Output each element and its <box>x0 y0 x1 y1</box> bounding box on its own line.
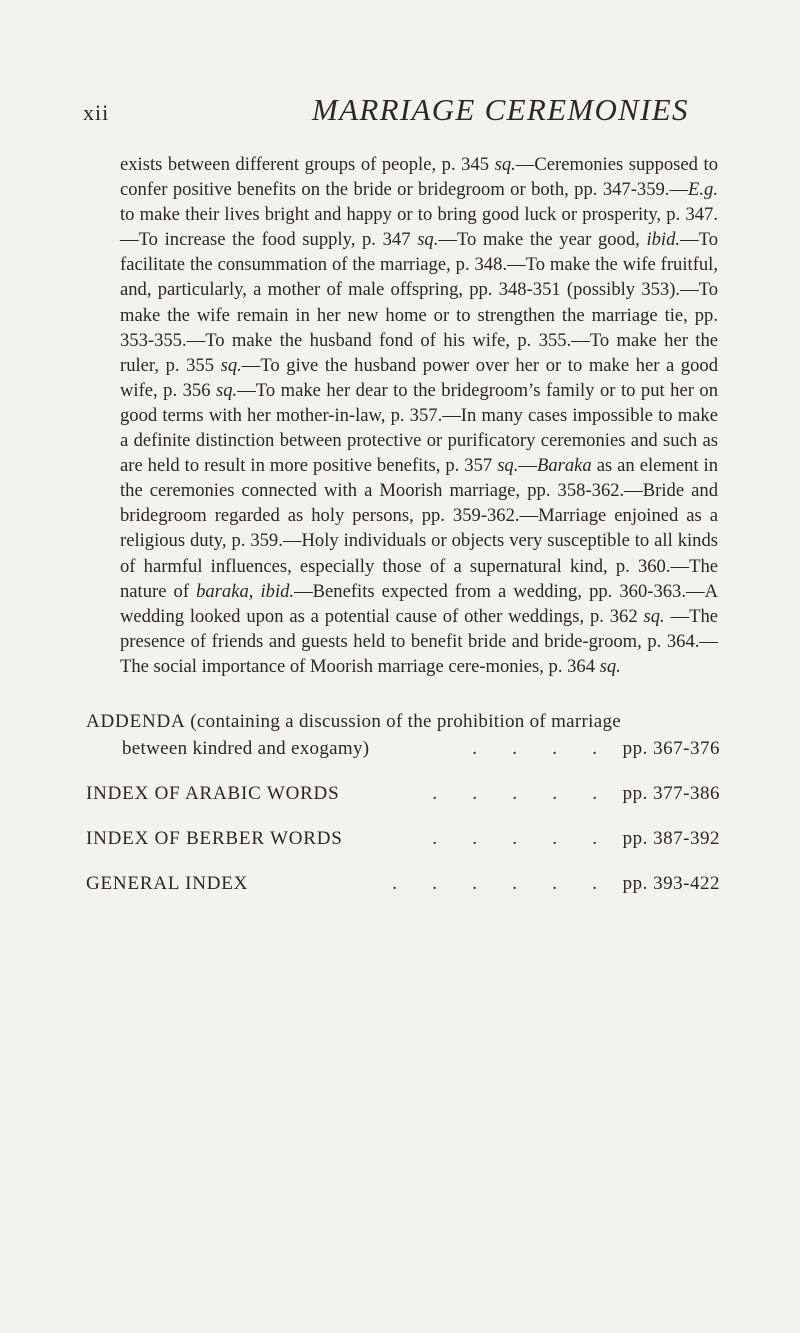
italic-run: baraka <box>196 580 249 602</box>
text-run: — <box>518 455 537 477</box>
toc-entry-title: INDEX OF BERBER WORDS <box>86 828 343 849</box>
text-run: —Ceremonies supposed to confer positive benefits on the bride or bridegroom or both, pp. 347-359.— <box>120 154 718 201</box>
text-run: —To facilitate the consummation of the marriage, p. 348.—To make the wife fruitful, and, particularly, a mother of male offspring, pp. 348-351 (possibly 353).—To make the wife remain in her new home or to strengthen the marriage tie, pp. 353-355.—To make the husband fond of his wife, p. 355.—To make her the ruler, p. 355 <box>120 229 718 376</box>
italic-run: sq. <box>494 154 516 175</box>
text-run: to make their lives bright and happy or to bring good luck or prosperity, p. 347.—To increase the food supply, p. 347 <box>120 204 718 251</box>
italic-run: sq. <box>599 655 621 677</box>
dot-leaders: . . . . . <box>432 828 598 849</box>
italic-run: ibid. <box>646 229 681 251</box>
text-run: —To make the year good, <box>438 229 647 251</box>
text-run: —Benefits expected from a wedding, pp. 360-363.—A wedding looked upon as a potential cause of other weddings, p. 362 <box>120 580 719 627</box>
running-head: MARRIAGE CEREMONIES <box>312 92 689 127</box>
toc-addenda-description-continued: between kindred and exogamy) <box>122 738 370 759</box>
table-of-contents <box>86 711 720 900</box>
text-run: —The presence of friends and guests held to benefit bride and bride-groom, p. 364.—The social importance of Moorish marriage cere-monies, p. 364 <box>120 605 718 677</box>
italic-run: sq. <box>497 455 519 477</box>
toc-entry-title: GENERAL INDEX <box>86 873 249 894</box>
page-number: xii <box>83 100 110 125</box>
text-run: , <box>248 580 261 602</box>
toc-entry-pages: pp. 377-386 <box>622 783 720 804</box>
italic-run: sq. <box>220 354 242 376</box>
toc-entry-pages: pp. 393-422 <box>622 873 720 894</box>
italic-run: sq. <box>216 379 238 401</box>
italic-run: sq. <box>417 229 439 251</box>
toc-entry-general-index[interactable] <box>86 873 720 900</box>
toc-addenda-pages: pp. 367-376 <box>622 738 720 759</box>
italic-run: E.g. <box>688 179 718 201</box>
italic-run: sq. <box>643 605 665 627</box>
dot-leaders: . . . . . . <box>392 873 598 894</box>
text-run: as an element in the ceremonies connected with a Moorish marriage, pp. 358-362.—Bride and bridegroom regarded as holy persons, pp. 359-362.—Marriage enjoined as a religious duty, p. 359.—Holy individuals or objects very susceptible to all kinds of harmful influences, especially those of a supernatural kind, p. 360.—The nature of <box>120 455 718 602</box>
italic-run: Baraka <box>536 455 592 477</box>
toc-entry-pages: pp. 387-392 <box>622 828 720 849</box>
toc-addenda-description: (containing a discussion of the prohibition of marriage <box>190 711 622 732</box>
toc-addenda-title: ADDENDA <box>86 711 186 732</box>
toc-entry-berber-index[interactable] <box>86 828 720 855</box>
text-run: —To give the husband power over her or to make her a good wife, p. 356 <box>120 354 718 401</box>
text-run: —To make her dear to the bridegroom’s family or to put her on good terms with her mother-in-law, p. 357.—In many cases impossible to make a definite distinction between protective or purificatory ceremonies and such as are held to result in more positive benefits, p. 357 <box>120 379 718 477</box>
page-header <box>0 92 800 132</box>
text-run: exists between different groups of people, p. 345 <box>120 154 495 175</box>
toc-entry-title: INDEX OF ARABIC WORDS <box>86 783 340 804</box>
toc-entry-arabic-index[interactable] <box>86 783 720 810</box>
dot-leaders: . . . . . <box>432 783 598 804</box>
contents-summary-paragraph <box>120 152 718 679</box>
italic-run: ibid. <box>260 580 295 602</box>
summary-text <box>120 152 718 679</box>
dot-leaders: . . . . <box>472 738 598 759</box>
toc-entry-addenda[interactable] <box>86 711 720 765</box>
